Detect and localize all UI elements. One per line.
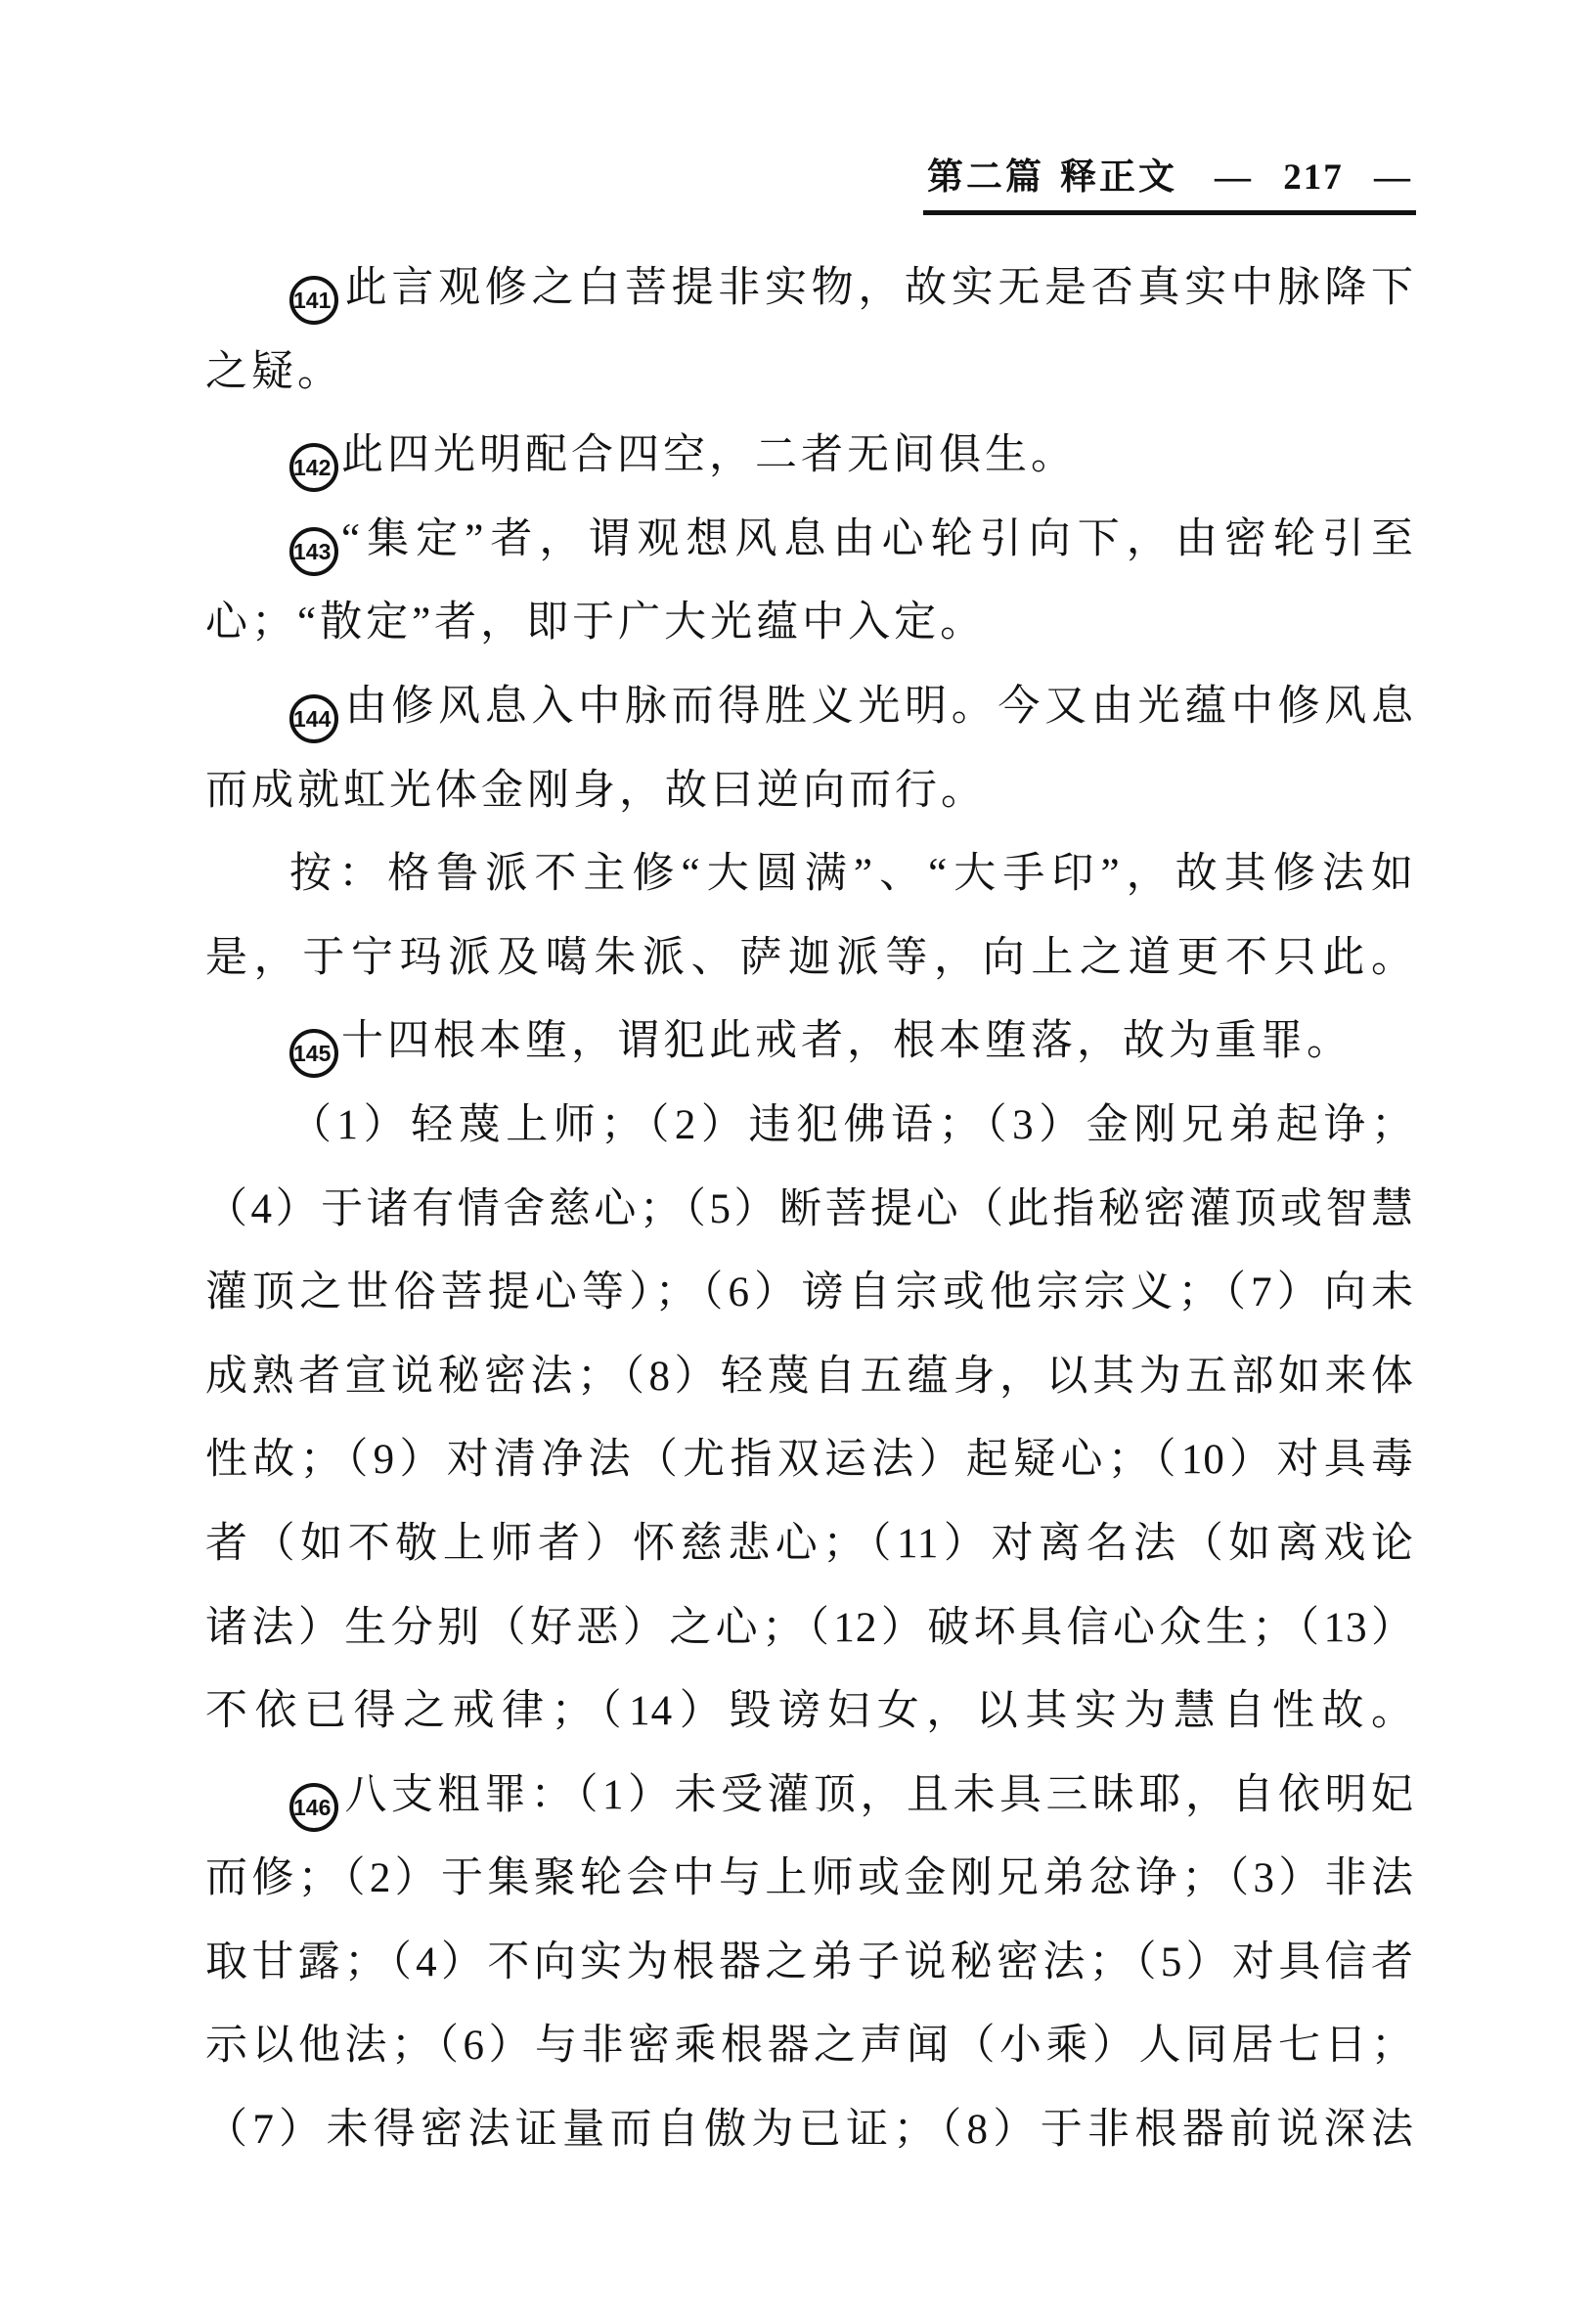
text-line-content: 此四光明配合四空，二者无间俱生。 — [341, 432, 1077, 479]
text-line — [205, 1168, 1414, 1252]
text-line-content: 由修风息入中脉而得胜义光明。今又由光蕴中修风息 — [341, 683, 1414, 730]
text-line — [205, 1586, 1414, 1671]
text-line — [205, 1502, 1414, 1586]
footnote-number-badge: 144 — [289, 694, 338, 743]
text-line — [205, 1837, 1414, 1921]
section-label: 第二篇 — [927, 157, 1044, 198]
text-line — [205, 665, 1414, 749]
footnote-number-badge: 146 — [289, 1783, 338, 1832]
text-line-content: 心；“散定”者，即于广大光蕴中入定。 — [205, 600, 987, 646]
footnote-number-badge: 143 — [289, 527, 338, 576]
text-line — [205, 1754, 1414, 1838]
footnote-number-badge: 141 — [289, 276, 338, 325]
text-line-content: 取甘露；（4）不向实为根器之弟子说秘密法；（5）对具信者 — [205, 1938, 1414, 1985]
text-line-content: （4）于诸有情舍慈心；（5）断菩提心（此指秘密灌顶或智慧 — [205, 1185, 1414, 1232]
text-line-content: 不依已得之戒律；（14）毁谤妇女，以其实为慧自性故。 — [205, 1688, 1414, 1735]
text-line — [205, 581, 1414, 665]
text-line-content: 此言观修之白菩提非实物，故实无是否真实中脉降下 — [341, 265, 1414, 311]
text-line — [205, 916, 1414, 1001]
text-line — [205, 331, 1414, 415]
text-line-content: 成熟者宣说秘密法；（8）轻蔑自五蕴身，以其为五部如来体 — [205, 1353, 1414, 1400]
text-line — [205, 1921, 1414, 2005]
text-line — [205, 1251, 1414, 1335]
text-line-content: （1）轻蔑上师；（2）违犯佛语；（3）金刚兄弟起诤； — [289, 1101, 1414, 1148]
text-line — [205, 749, 1414, 833]
text-line — [205, 2004, 1414, 2088]
text-line-content: 是，于宁玛派及噶朱派、萨迦派等，向上之道更不只此。 — [205, 934, 1414, 981]
text-line-content: 而成就虹光体金刚身，故曰逆向而行。 — [205, 767, 987, 814]
text-line — [205, 832, 1414, 916]
text-line-content: “集定”者，谓观想风息由心轮引向下，由密轮引至 — [341, 515, 1414, 562]
text-line-content: 诸法）生分别（好恶）之心；（12）破坏具信心众生；（13） — [205, 1604, 1414, 1651]
page-number: — 217 — — [1215, 157, 1412, 198]
text-line — [205, 246, 1414, 331]
text-line-content: 性故；（9）对清净法（尤指双运法）起疑心；（10）对具毒 — [205, 1437, 1414, 1484]
text-line-content: 十四根本堕，谓犯此戒者，根本堕落，故为重罪。 — [341, 1018, 1352, 1065]
text-line-content: 之疑。 — [205, 348, 343, 395]
text-line-content: 而修；（2）于集聚轮会中与上师或金刚兄弟忿诤；（3）非法 — [205, 1855, 1414, 1902]
text-line — [205, 1084, 1414, 1168]
text-line-content: 灌顶之世俗菩提心等）；（6）谤自宗或他宗宗义；（7）向未 — [205, 1270, 1414, 1316]
page-header — [923, 147, 1416, 215]
text-line — [205, 1670, 1414, 1754]
text-line — [205, 498, 1414, 582]
text-line-content: 示以他法；（6）与非密乘根器之声闻（小乘）人同居七日； — [205, 2023, 1414, 2070]
text-line — [205, 1000, 1414, 1084]
text-line-content: 按：格鲁派不主修“大圆满”、“大手印”，故其修法如 — [289, 851, 1414, 898]
text-line-content: 八支粗罪：（1）未受灌顶，且未具三昧耶，自依明妃 — [341, 1771, 1414, 1818]
body-text-block — [205, 246, 1414, 2172]
text-line-content: 者（如不敬上师者）怀慈悲心；（11）对离名法（如离戏论 — [205, 1520, 1414, 1567]
footnote-number-badge: 145 — [289, 1029, 338, 1078]
text-line-content: （7）未得密法证量而自傲为已证；（8）于非根器前说深法 — [205, 2107, 1414, 2154]
chapter-title: 释正文 — [1060, 157, 1177, 198]
text-line — [205, 1335, 1414, 1419]
text-line — [205, 2088, 1414, 2172]
footnote-number-badge: 142 — [289, 443, 338, 492]
text-line — [205, 1418, 1414, 1502]
text-line — [205, 414, 1414, 498]
